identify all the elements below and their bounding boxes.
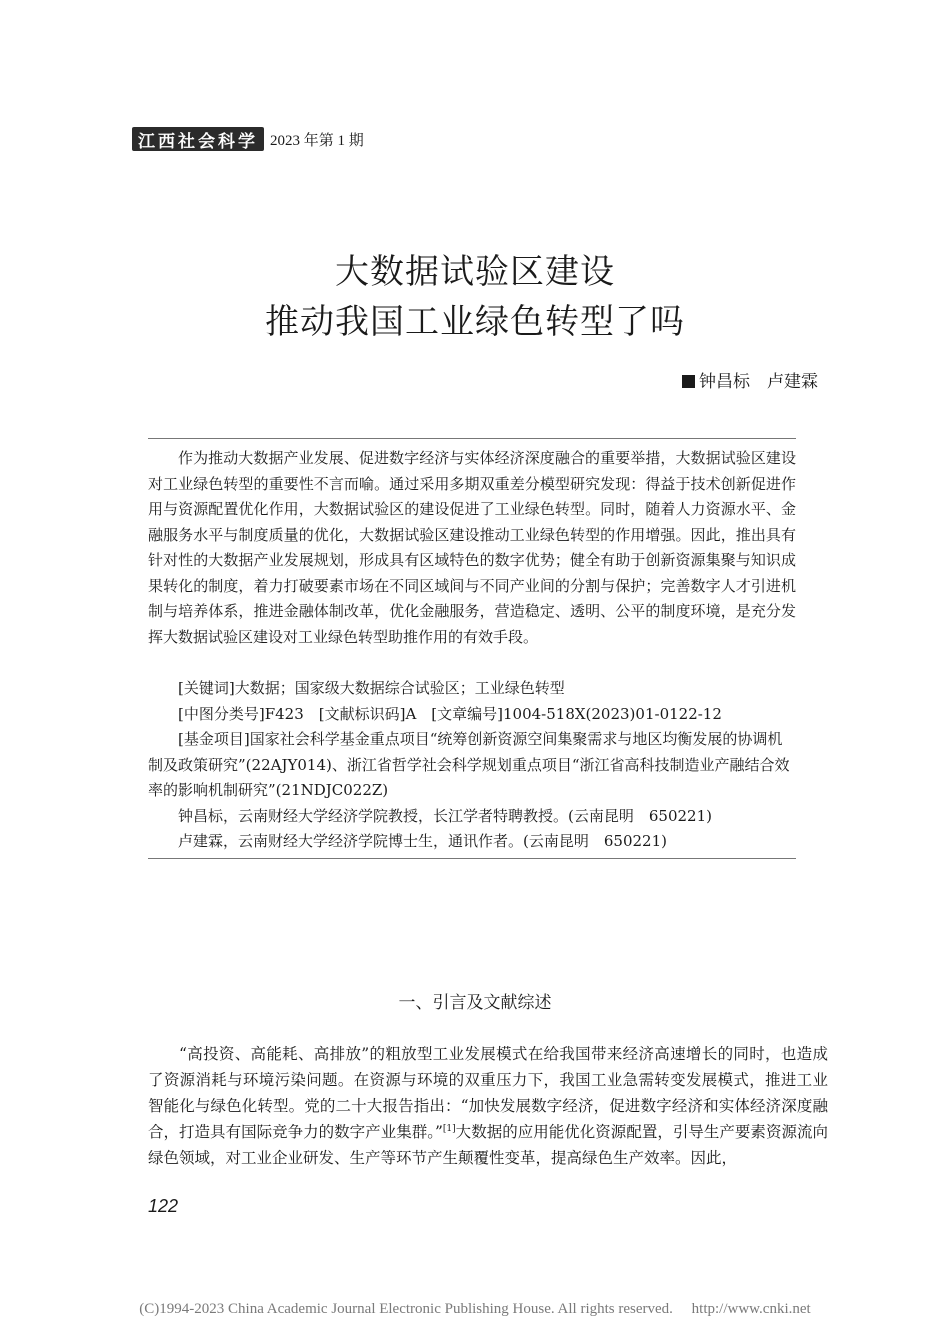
classification: [中图分类号]F423 [文献标识码]A [文章编号]1004-518X(2023)01-0122-12	[178, 704, 722, 723]
article-title-line1: 大数据试验区建设	[335, 252, 615, 292]
abstract-bottom-rule	[148, 858, 796, 859]
citation-ref[interactable]: [1]	[442, 1123, 456, 1134]
author-names: 钟昌标 卢建霖	[699, 372, 818, 392]
meta-block	[148, 676, 796, 855]
section-heading: 一、引言及文献综述	[398, 993, 552, 1013]
body-text-end: 大数据的应用能优化资源配置，引导生产要素资源流向绿色领域，对工业企业研发、生产等环节产生颠覆性变革，提高绿色生产效率。因此，	[148, 1123, 828, 1167]
issue-label: 2023 年第 1 期	[270, 132, 364, 149]
journal-logo: 江西社会科学	[132, 127, 264, 151]
fund-info: [基金项目]国家社会科学基金重点项目“统筹创新资源空间集聚需求与地区均衡发展的协调机制及政策研究”(22AJY014)、浙江省哲学社会科学规划重点项目“浙江省高科技制造业产融结合效率的影响机制研究”(21NDJC022Z)	[148, 730, 790, 799]
abstract-text: 作为推动大数据产业发展、促进数字经济与实体经济深度融合的重要举措，大数据试验区建设对工业绿色转型的重要性不言而喻。通过采用多期双重差分模型研究发现：得益于技术创新促进作用与资源配置优化作用，大数据试验区的建设促进了工业绿色转型。同时，随着人力资源水平、金融服务水平与制度质量的优化，大数据试验区建设推动工业绿色转型的作用增强。因此，推出具有针对性的大数据产业发展规划，形成具有区域特色的数字优势；健全有助于创新资源集聚与知识成果转化的制度，着力打破要素市场在不同区域间与不同产业间的分割与保护；完善数字人才引进机制与培养体系，推进金融体制改革，优化金融服务，营造稳定、透明、公平的制度环境，是充分发挥大数据试验区建设对工业绿色转型助推作用的有效手段。	[148, 449, 796, 646]
square-bullet-icon	[682, 375, 695, 388]
copyright-footer: (C)1994-2023 China Academic Journal Electronic Publishing House. All rights reserved. http://www.cnki.net	[139, 1301, 811, 1317]
abstract	[148, 446, 796, 650]
article-title-line2: 推动我国工业绿色转型了吗	[265, 302, 685, 342]
body-text-start: “高投资、高能耗、高排放”的粗放型工业发展模式在给我国带来经济高速增长的同时，也造成了资源消耗与环境污染问题。在资源与环境的双重压力下，我国工业急需转变发展模式，推进工业智能化与绿色化转型。党的二十大报告指出：“加快发展数字经济，促进数字经济和实体经济深度融合，打造具有国际竞争力的数字产业集群。”	[148, 1045, 828, 1141]
body-paragraph	[148, 1041, 828, 1171]
author-line	[682, 367, 818, 392]
author2-info: 卢建霖，云南财经大学经济学院博士生，通讯作者。(云南昆明 650221)	[178, 832, 667, 850]
journal-header	[132, 126, 364, 152]
keywords: [关键词]大数据；国家级大数据综合试验区；工业绿色转型	[178, 679, 565, 697]
page-number: 122	[148, 1196, 179, 1216]
body-text	[148, 1041, 828, 1171]
abstract-top-rule	[148, 438, 796, 439]
author1-info: 钟昌标，云南财经大学经济学院教授，长江学者特聘教授。(云南昆明 650221)	[178, 806, 712, 825]
